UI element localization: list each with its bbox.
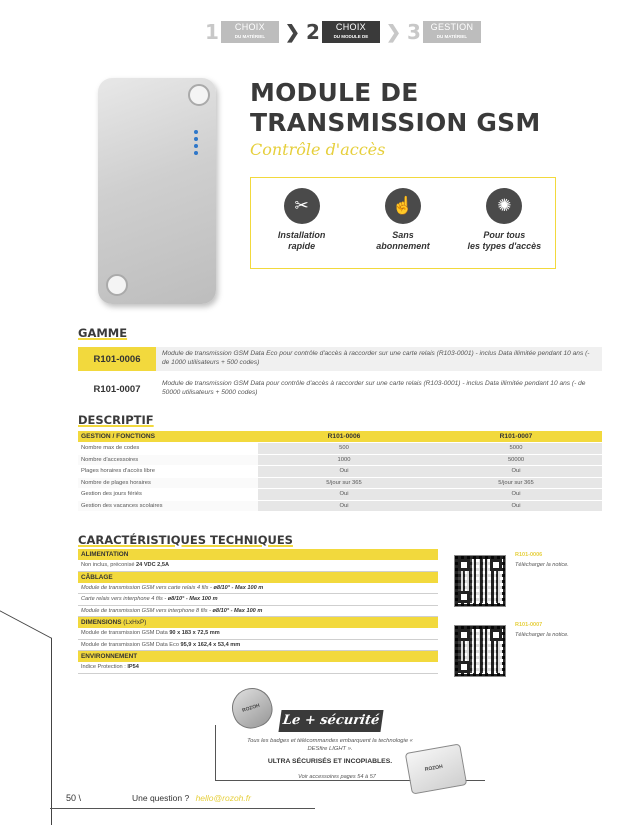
column-header: R101-0007: [430, 431, 602, 443]
row-label: Gestion des jours fériés: [78, 489, 258, 501]
security-text: Tous les badges et télécommandes embarquent la technologie « DESfire LIGHT ».: [247, 738, 413, 752]
cell-value: Oui: [258, 466, 430, 478]
spec-line: Module de transmission GSM Data 90 x 183 x 72,5 mm: [78, 628, 438, 640]
feature-label: Pour tous les types d'accès: [467, 230, 542, 251]
table-row: [78, 500, 602, 512]
spec-line: Carte relais vers interphone 4 fils - ø8/10° - Max 100 m: [78, 594, 438, 606]
section-heading-gamme: GAMME: [78, 326, 128, 340]
gsm-module-image: [98, 78, 216, 304]
feature-installation: [256, 188, 348, 268]
feature-label: Sans abonnement: [376, 230, 430, 251]
table-row: [78, 477, 602, 489]
page-title: [250, 78, 540, 138]
row-label: Gestion des vacances scolaires: [78, 500, 258, 512]
spec-bar-environnement: ENVIRONNEMENT: [78, 651, 438, 662]
step-label-box: [423, 21, 481, 43]
mounting-hole: [106, 274, 128, 296]
table-row: [78, 443, 602, 455]
step-label: CHOIX: [335, 22, 366, 32]
security-see-link: Voir accessoires pages 54 à 57: [298, 774, 376, 780]
qr-ref: R101-0006: [515, 552, 543, 558]
qr-ref: R101-0007: [515, 622, 543, 628]
step-label: GESTION: [430, 22, 474, 32]
footer-divider: [50, 808, 315, 809]
qr-code[interactable]: [454, 625, 506, 677]
cell-value: Oui: [430, 489, 602, 501]
page-number: 50 \: [66, 793, 82, 803]
row-label: Nombre de plages horaires: [78, 477, 258, 489]
descriptif-table: [78, 431, 602, 512]
cell-value: 5/jour sur 365: [258, 477, 430, 489]
product-description: Module de transmission GSM Data pour contrôle d'accès à raccorder sur une carte relais (R103-0001) - inclus Data illimitée pendant 10 ans (- de 50000 utilisateurs + 5000 codes): [162, 380, 586, 396]
title-line: TRANSMISSION GSM: [250, 108, 541, 137]
thumbs-up-icon: ☝: [385, 188, 421, 224]
footer-question: [132, 793, 251, 803]
tools-icon: ✂: [284, 188, 320, 224]
table-row: [78, 489, 602, 501]
lightbulb-icon: ✺: [486, 188, 522, 224]
column-header: GESTION / FONCTIONS: [78, 431, 258, 443]
gamme-row: [78, 347, 602, 371]
feature-all-access: [458, 188, 550, 268]
step-label: CHOIX: [234, 22, 265, 32]
step-sublabel: DU MATÉRIEL: [436, 34, 468, 39]
row-label: Nombre max de codes: [78, 443, 258, 455]
gamme-row: [78, 377, 602, 401]
email-link[interactable]: hello@rozoh.fr: [195, 793, 251, 803]
step-1: [205, 20, 279, 44]
steps-navigation: [205, 20, 474, 49]
table-header-row: [78, 431, 602, 443]
column-header: R101-0006: [258, 431, 430, 443]
question-text: Une question ?: [132, 793, 190, 803]
step-number: 2: [306, 20, 320, 44]
spec-line: Module de transmission GSM vers carte relais 4 fils - ø8/10° - Max 100 m: [78, 583, 438, 595]
product-ref: R101-0006: [78, 347, 156, 371]
step-label-box: [221, 21, 279, 43]
cell-value: Oui: [258, 489, 430, 501]
row-label: Nombre d'accessoires: [78, 454, 258, 466]
spec-line: Module de transmission GSM Data Eco 95,9 x 162,4 x 53,4 mm: [78, 640, 438, 652]
cell-value: Oui: [258, 500, 430, 512]
spec-line: Non inclus, préconisé 24 VDC 2,5A: [78, 560, 438, 572]
led-indicators: [194, 130, 200, 158]
spec-line: Module de transmission GSM vers interphone 8 fils - ø8/10° - Max 100 m: [78, 606, 438, 618]
qr-download-link[interactable]: Télécharger la notice.: [515, 632, 569, 638]
page-subtitle: Contrôle d'accès: [250, 140, 386, 159]
step-3: [407, 20, 481, 44]
product-description: Module de transmission GSM Data Eco pour contrôle d'accès à raccorder sur une carte relais (R103-0001) - inclus Data illimitée pendant 10 ans (- de 1000 utilisateurs + 500 codes): [156, 347, 602, 371]
decorative-line: [0, 610, 52, 825]
qr-download-link[interactable]: Télécharger la notice.: [515, 562, 569, 568]
tech-specs: [78, 549, 438, 674]
badge-image: ROZOH: [227, 683, 277, 733]
remote-image: ROZOH: [405, 743, 467, 794]
row-label: Plages horaires d'accès libre: [78, 466, 258, 478]
step-number: 1: [205, 20, 219, 44]
step-number: 3: [407, 20, 421, 44]
table-row: [78, 454, 602, 466]
mounting-hole: [188, 84, 210, 106]
section-heading-tech: CARACTÉRISTIQUES TECHNIQUES: [78, 533, 293, 547]
chevron-right-icon: ❯: [385, 21, 402, 42]
spec-line: Indice Protection : IP54: [78, 662, 438, 674]
chevron-right-icon: ❯: [284, 21, 301, 42]
cell-value: 50000: [430, 454, 602, 466]
security-strong: ULTRA SÉCURISÉS ET INCOPIABLES.: [267, 758, 393, 765]
cell-value: 1000: [258, 454, 430, 466]
table-row: [78, 466, 602, 478]
security-title: Le + sécurité: [278, 710, 383, 732]
step-sublabel: DU MATÉRIEL: [234, 34, 266, 39]
feature-label: Installation rapide: [277, 230, 326, 251]
feature-no-subscription: [357, 188, 449, 268]
step-2: [306, 20, 380, 49]
cell-value: Oui: [430, 466, 602, 478]
spec-bar-dimensions: DIMENSIONS (LxHxP): [78, 617, 438, 628]
cell-value: 5/jour sur 365: [430, 477, 602, 489]
step-sublabel: DU MODULE DE TRANSMISSION GSM: [327, 34, 374, 49]
cell-value: 5000: [430, 443, 602, 455]
spec-bar-cablage: CÂBLAGE: [78, 572, 438, 583]
step-label-box: [322, 21, 380, 49]
section-heading-descriptif: DESCRIPTIF: [78, 413, 154, 427]
qr-code[interactable]: [454, 555, 506, 607]
title-line: MODULE DE: [250, 78, 419, 107]
spec-bar-alimentation: ALIMENTATION: [78, 549, 438, 560]
features-box: [250, 177, 556, 269]
cell-value: 500: [258, 443, 430, 455]
cell-value: Oui: [430, 500, 602, 512]
product-ref: R101-0007: [93, 383, 141, 395]
